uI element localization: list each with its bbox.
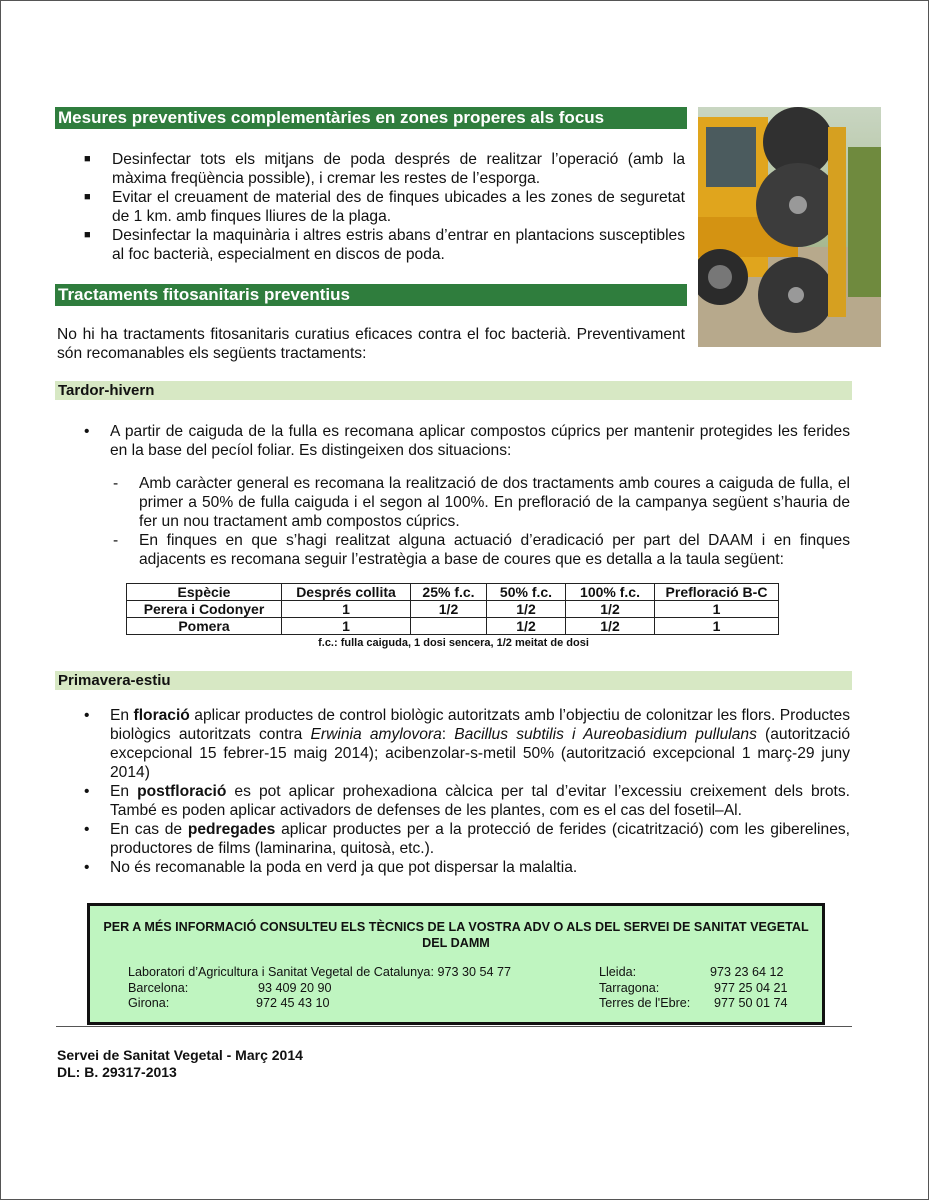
table-header: Prefloració B-C <box>655 584 779 601</box>
table-row <box>127 601 779 618</box>
table-cell: Perera i Codonyer <box>127 601 282 618</box>
table-cell: 1/2 <box>411 601 487 618</box>
bullet-icon: • <box>84 423 90 440</box>
bullet-icon: • <box>84 821 90 838</box>
contact-girona-label: Girona: <box>128 996 170 1010</box>
section-heading-treatments: Tractaments fitosanitaris preventius <box>55 284 687 306</box>
table-cell <box>411 618 487 635</box>
dash-bullet-icon: - <box>113 475 119 492</box>
table-row <box>127 618 779 635</box>
list-item: - En finques en que s’hagi realitzat alguna actuació d’eradicació per part del DAAM i en finques adjacents es recomana seguir l’estratègia a base de coures que es detalla a la taula següent: <box>113 532 850 568</box>
table-header: Després collita <box>282 584 411 601</box>
subheading-tardor-hivern: Tardor-hivern <box>55 381 852 400</box>
table-cell: Pomera <box>127 618 282 635</box>
table-cell: 1/2 <box>487 601 566 618</box>
table-header: Espècie <box>127 584 282 601</box>
bullet-icon: • <box>84 783 90 800</box>
table-cell: 1 <box>282 618 411 635</box>
table-note: f.c.: fulla caiguda, 1 dosi sencera, 1/2 meitat de dosi <box>318 637 589 649</box>
footer-divider <box>56 1026 852 1027</box>
list-item: • No és recomanable la poda en verd ja que pot dispersar la malaltia. <box>84 859 578 876</box>
pruning-machine-photo <box>698 107 881 347</box>
footer-publisher: Servei de Sanitat Vegetal - Març 2014 <box>57 1047 303 1063</box>
contact-tarragona-label: Tarragona: <box>599 981 660 995</box>
contact-terres-label: Terres de l'Ebre: <box>599 996 691 1010</box>
contact-lleida-label: Lleida: <box>599 965 637 979</box>
table-header-row <box>127 584 779 601</box>
table-header: 25% f.c. <box>411 584 487 601</box>
square-bullet-icon: ■ <box>84 229 91 241</box>
table-cell: 1/2 <box>566 618 655 635</box>
list-item: • En postfloració es pot aplicar prohexadiona càlcica per tal d’evitar l’excessiu creixement dels brots. També es poden aplicar activadors de defenses de les plantes, com es el cas del fosetil–Al. <box>84 783 850 819</box>
square-bullet-icon: ■ <box>84 153 91 165</box>
table-cell: 1 <box>655 618 779 635</box>
treatment-table <box>126 583 779 635</box>
contact-tarragona: 977 25 04 21 <box>714 981 788 995</box>
table-cell: 1/2 <box>487 618 566 635</box>
table-cell: 1 <box>655 601 779 618</box>
contact-lab: Laboratori d’Agricultura i Sanitat Vegetal de Catalunya: 973 30 54 77 <box>128 965 511 979</box>
list-item: • A partir de caiguda de la fulla es recomana aplicar compostos cúprics per mantenir protegides les ferides en la base del pecíol foliar. Es distingeixen dos situacions: <box>84 423 850 459</box>
contact-info-title: PER A MÉS INFORMACIÓ CONSULTEU ELS TÈCNICS DE LA VOSTRA ADV O ALS DEL SERVEI DE SANITAT VEGETAL DEL DAMM <box>103 920 809 950</box>
contact-info-box <box>87 903 825 1025</box>
footer-legal-deposit: DL: B. 29317-2013 <box>57 1064 177 1080</box>
section-heading-preventive: Mesures preventives complementàries en zones properes als focus <box>55 107 687 129</box>
bullet-icon: • <box>84 859 90 876</box>
list-item: ■ Desinfectar la maquinària i altres estris abans d’entrar en plantacions susceptibles al foc bacterià, especialment en discos de poda. <box>84 227 685 263</box>
subheading-primavera-estiu: Primavera-estiu <box>55 671 852 690</box>
pruning-saw-image <box>698 107 881 347</box>
table-cell: 1/2 <box>566 601 655 618</box>
contact-terres: 977 50 01 74 <box>714 996 788 1010</box>
list-item: ■ Evitar el creuament de material des de finques ubicades a les zones de seguretat de 1 km. amb finques lliures de la plaga. <box>84 189 685 225</box>
bullet-icon: • <box>84 707 90 724</box>
table-header: 100% f.c. <box>566 584 655 601</box>
treatments-intro: No hi ha tractaments fitosanitaris curatius eficaces contra el foc bacterià. Preventivament són recomanables els següents tractaments: <box>57 326 685 362</box>
list-item: • En floració aplicar productes de control biològic autoritzats amb l’objectiu de colonitzar les flors. Productes biològics autoritzats contra Erwinia amylovora: Bacillus subtilis i Aureobasidium pullulans (autorització excepcional 15 febrer-15 maig 2014); acibenzolar-s-metil 50% (autorització excepcional 1 març-29 juny 2014) <box>84 707 850 781</box>
list-item: - Amb caràcter general es recomana la realització de dos tractaments amb coures a caiguda de fulla, el primer a 50% de fulla caiguda i el segon al 100%. En prefloració de la campanya següent s’hauria de fer un nou tractament amb compostos cúprics. <box>113 475 850 530</box>
tardor-dash-list <box>57 474 850 569</box>
preventive-measures-list <box>56 150 685 264</box>
table-cell: 1 <box>282 601 411 618</box>
contact-lleida: 973 23 64 12 <box>710 965 784 979</box>
primavera-list <box>57 706 850 877</box>
square-bullet-icon: ■ <box>84 191 91 203</box>
tardor-bullet <box>57 422 850 460</box>
dash-bullet-icon: - <box>113 532 119 549</box>
table-header: 50% f.c. <box>487 584 566 601</box>
list-item: • En cas de pedregades aplicar productes per a la protecció de ferides (cicatrització) com les giberelines, productores de films (laminarina, quitosà, etc.). <box>84 821 850 857</box>
contact-girona: 972 45 43 10 <box>256 996 330 1010</box>
contact-barcelona-label: Barcelona: <box>128 981 189 995</box>
list-item: ■ Desinfectar tots els mitjans de poda després de realitzar l’operació (amb la màxima freqüència possible), i cremar les restes de l’esporga. <box>84 151 685 187</box>
contact-barcelona: 93 409 20 90 <box>258 981 332 995</box>
